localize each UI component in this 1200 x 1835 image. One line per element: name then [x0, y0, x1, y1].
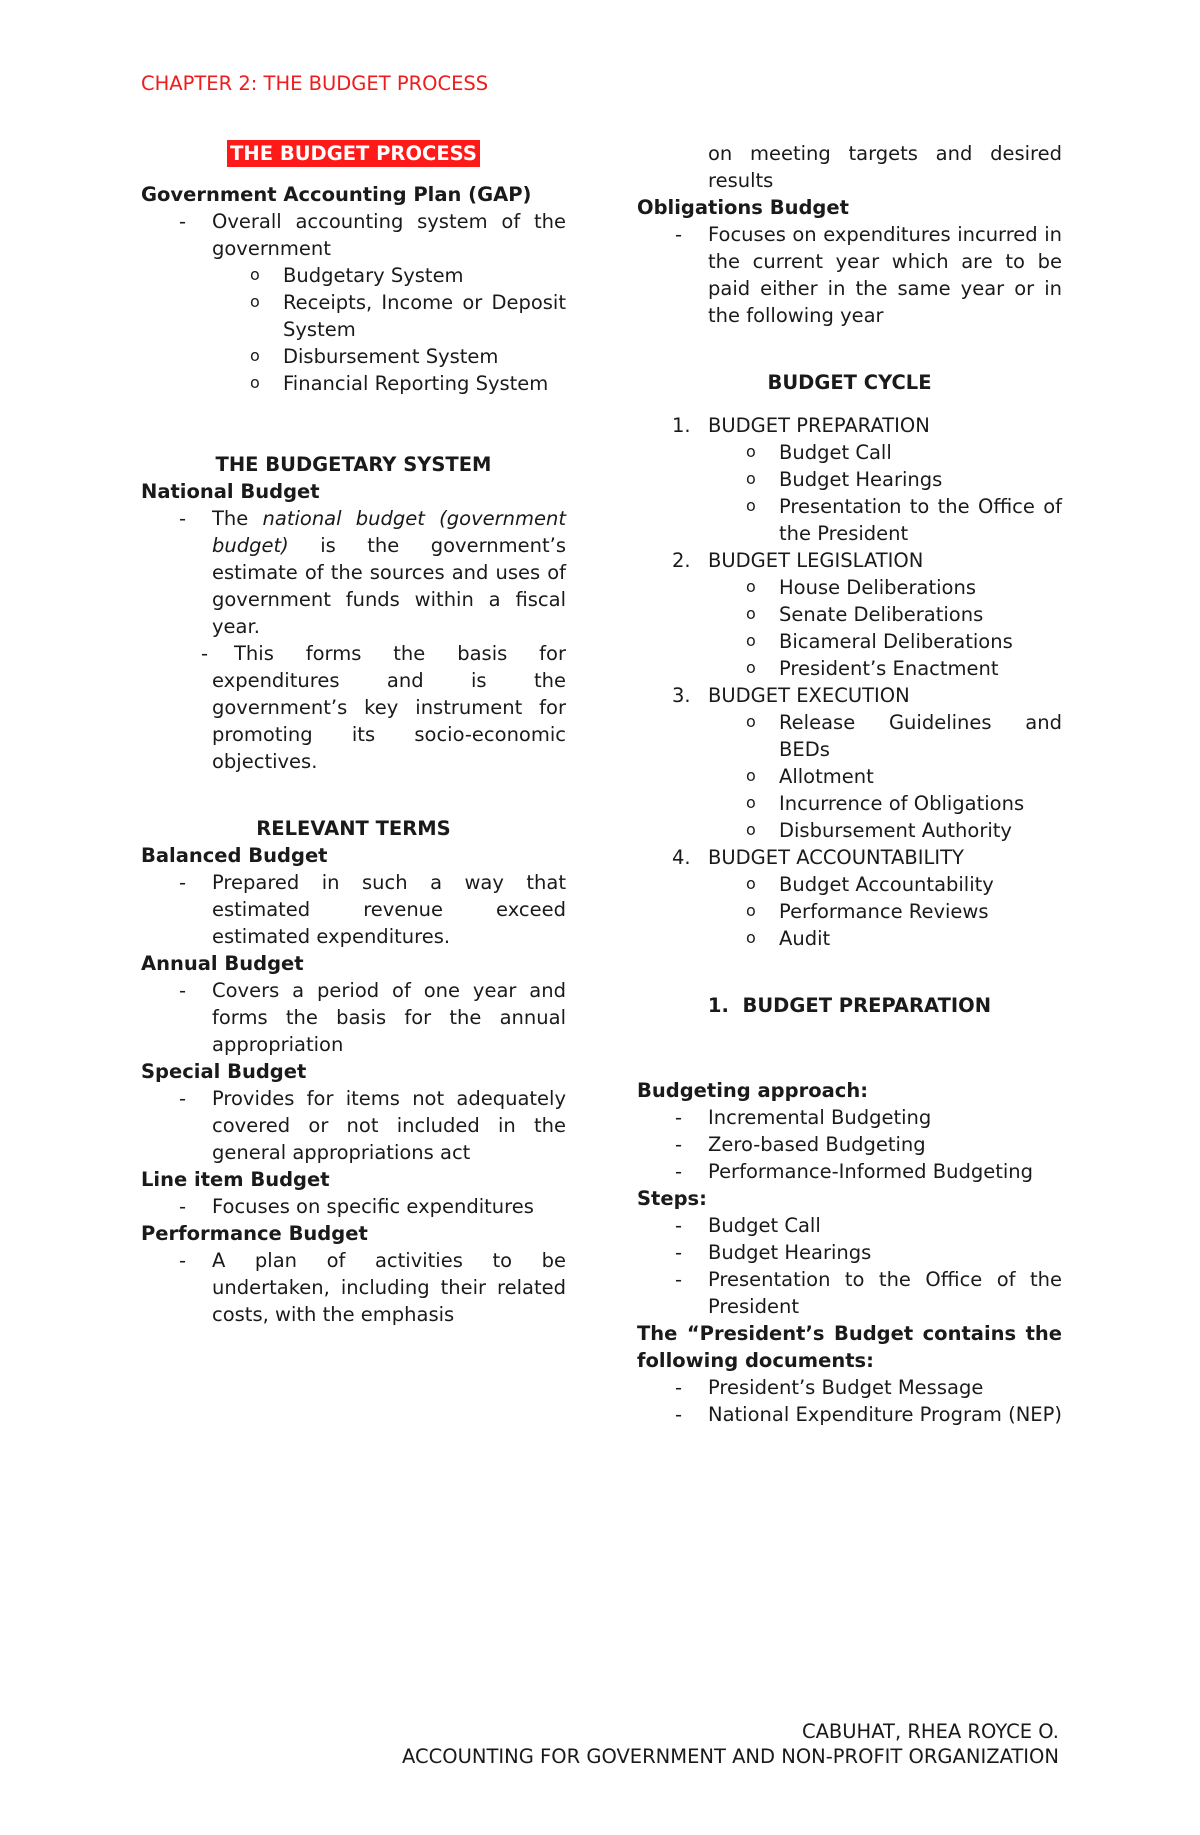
cycle-step: o Audit [637, 925, 1062, 952]
term-heading: Line item Budget [141, 1168, 330, 1191]
approach-item: - Zero-based Budgeting [637, 1131, 1062, 1158]
left-column [141, 140, 566, 1328]
cycle-step: o House Deliberations [637, 574, 1062, 601]
document-item: - President’s Budget Message [637, 1374, 1062, 1401]
budget-cycle-title: BUDGET CYCLE [767, 371, 932, 394]
relevant-terms-title: RELEVANT TERMS [256, 817, 451, 840]
cycle-step: o Budget Call [637, 439, 1062, 466]
term-heading: Special Budget [141, 1060, 307, 1083]
budgetary-system-title: THE BUDGETARY SYSTEM [215, 453, 492, 476]
gap-item: o Budgetary System [141, 262, 566, 289]
cycle-step: o Incurrence of Obligations [637, 790, 1062, 817]
footer-course: ACCOUNTING FOR GOVERNMENT AND NON-PROFIT ORGANIZATION [402, 1745, 1059, 1768]
cycle-step: o Bicameral Deliberations [637, 628, 1062, 655]
approach-item: - Performance-Informed Budgeting [637, 1158, 1062, 1185]
gap-heading: Government Accounting Plan (GAP) [141, 183, 532, 206]
term-heading: Performance Budget [141, 1222, 368, 1245]
cycle-phase: 4. BUDGET ACCOUNTABILITY [672, 846, 964, 869]
cycle-phase: 3. BUDGET EXECUTION [672, 684, 910, 707]
obligations-budget-description: - Focuses on expenditures incurred in the current year which are to be paid either in the same year or in the following year [637, 221, 1062, 329]
cycle-step: o Release Guidelines and BEDs [637, 709, 1062, 763]
term-description: - Provides for items not adequately covered or not included in the general appropriations act [141, 1085, 566, 1166]
cycle-phase: 2. BUDGET LEGISLATION [672, 549, 924, 572]
performance-budget-continuation: on meeting targets and desired results [708, 142, 1062, 192]
cycle-step: o Disbursement Authority [637, 817, 1062, 844]
national-budget-definition: - The national budget (government budget) is the government’s estimate of the sources and uses of government funds within a fiscal year. [141, 505, 566, 640]
obligations-budget-heading: Obligations Budget [637, 196, 849, 219]
cycle-step: o Allotment [637, 763, 1062, 790]
term-description: - Prepared in such a way that estimated revenue exceed estimated expenditures. [141, 869, 566, 950]
national-budget-heading: National Budget [141, 480, 320, 503]
budget-preparation-title: 1. BUDGET PREPARATION [707, 994, 992, 1017]
presidents-budget-heading: The “President’s Budget contains the following documents: [637, 1322, 1062, 1372]
term-description: - Covers a period of one year and forms the basis for the annual appropriation [141, 977, 566, 1058]
cycle-phase: 1. BUDGET PREPARATION [672, 414, 930, 437]
term-description: - A plan of activities to be undertaken, including their related costs, with the emphasis [141, 1247, 566, 1328]
cycle-step: o Budget Accountability [637, 871, 1062, 898]
term-description: - Focuses on specific expenditures [141, 1193, 566, 1220]
budgeting-approach-heading: Budgeting approach: [637, 1079, 869, 1102]
step-item: - Budget Hearings [637, 1239, 1062, 1266]
term-heading: Annual Budget [141, 952, 304, 975]
section-title-budget-process: THE BUDGET PROCESS [227, 140, 480, 167]
step-item: - Presentation to the Office of the President [637, 1266, 1062, 1320]
budget-cycle-list [637, 412, 1062, 952]
cycle-step: o Budget Hearings [637, 466, 1062, 493]
gap-description: - Overall accounting system of the government [141, 208, 566, 262]
gap-item: o Receipts, Income or Deposit System [141, 289, 566, 343]
right-column [637, 140, 1062, 1428]
cycle-step: o Senate Deliberations [637, 601, 1062, 628]
chapter-title: CHAPTER 2: THE BUDGET PROCESS [141, 72, 489, 95]
cycle-step: o Presentation to the Office of the President [637, 493, 1062, 547]
document-item: - National Expenditure Program (NEP) [637, 1401, 1062, 1428]
term-heading: Balanced Budget [141, 844, 328, 867]
approach-item: - Incremental Budgeting [637, 1104, 1062, 1131]
national-budget-purpose: - This forms the basis for expenditures and is the government’s key instrument for promoting its socio-economic objectives. [141, 640, 566, 775]
cycle-step: o President’s Enactment [637, 655, 1062, 682]
gap-item: o Disbursement System [141, 343, 566, 370]
steps-heading: Steps: [637, 1187, 707, 1210]
cycle-step: o Performance Reviews [637, 898, 1062, 925]
step-item: - Budget Call [637, 1212, 1062, 1239]
footer-author: CABUHAT, RHEA ROYCE O. [801, 1720, 1059, 1743]
gap-item: o Financial Reporting System [141, 370, 566, 397]
